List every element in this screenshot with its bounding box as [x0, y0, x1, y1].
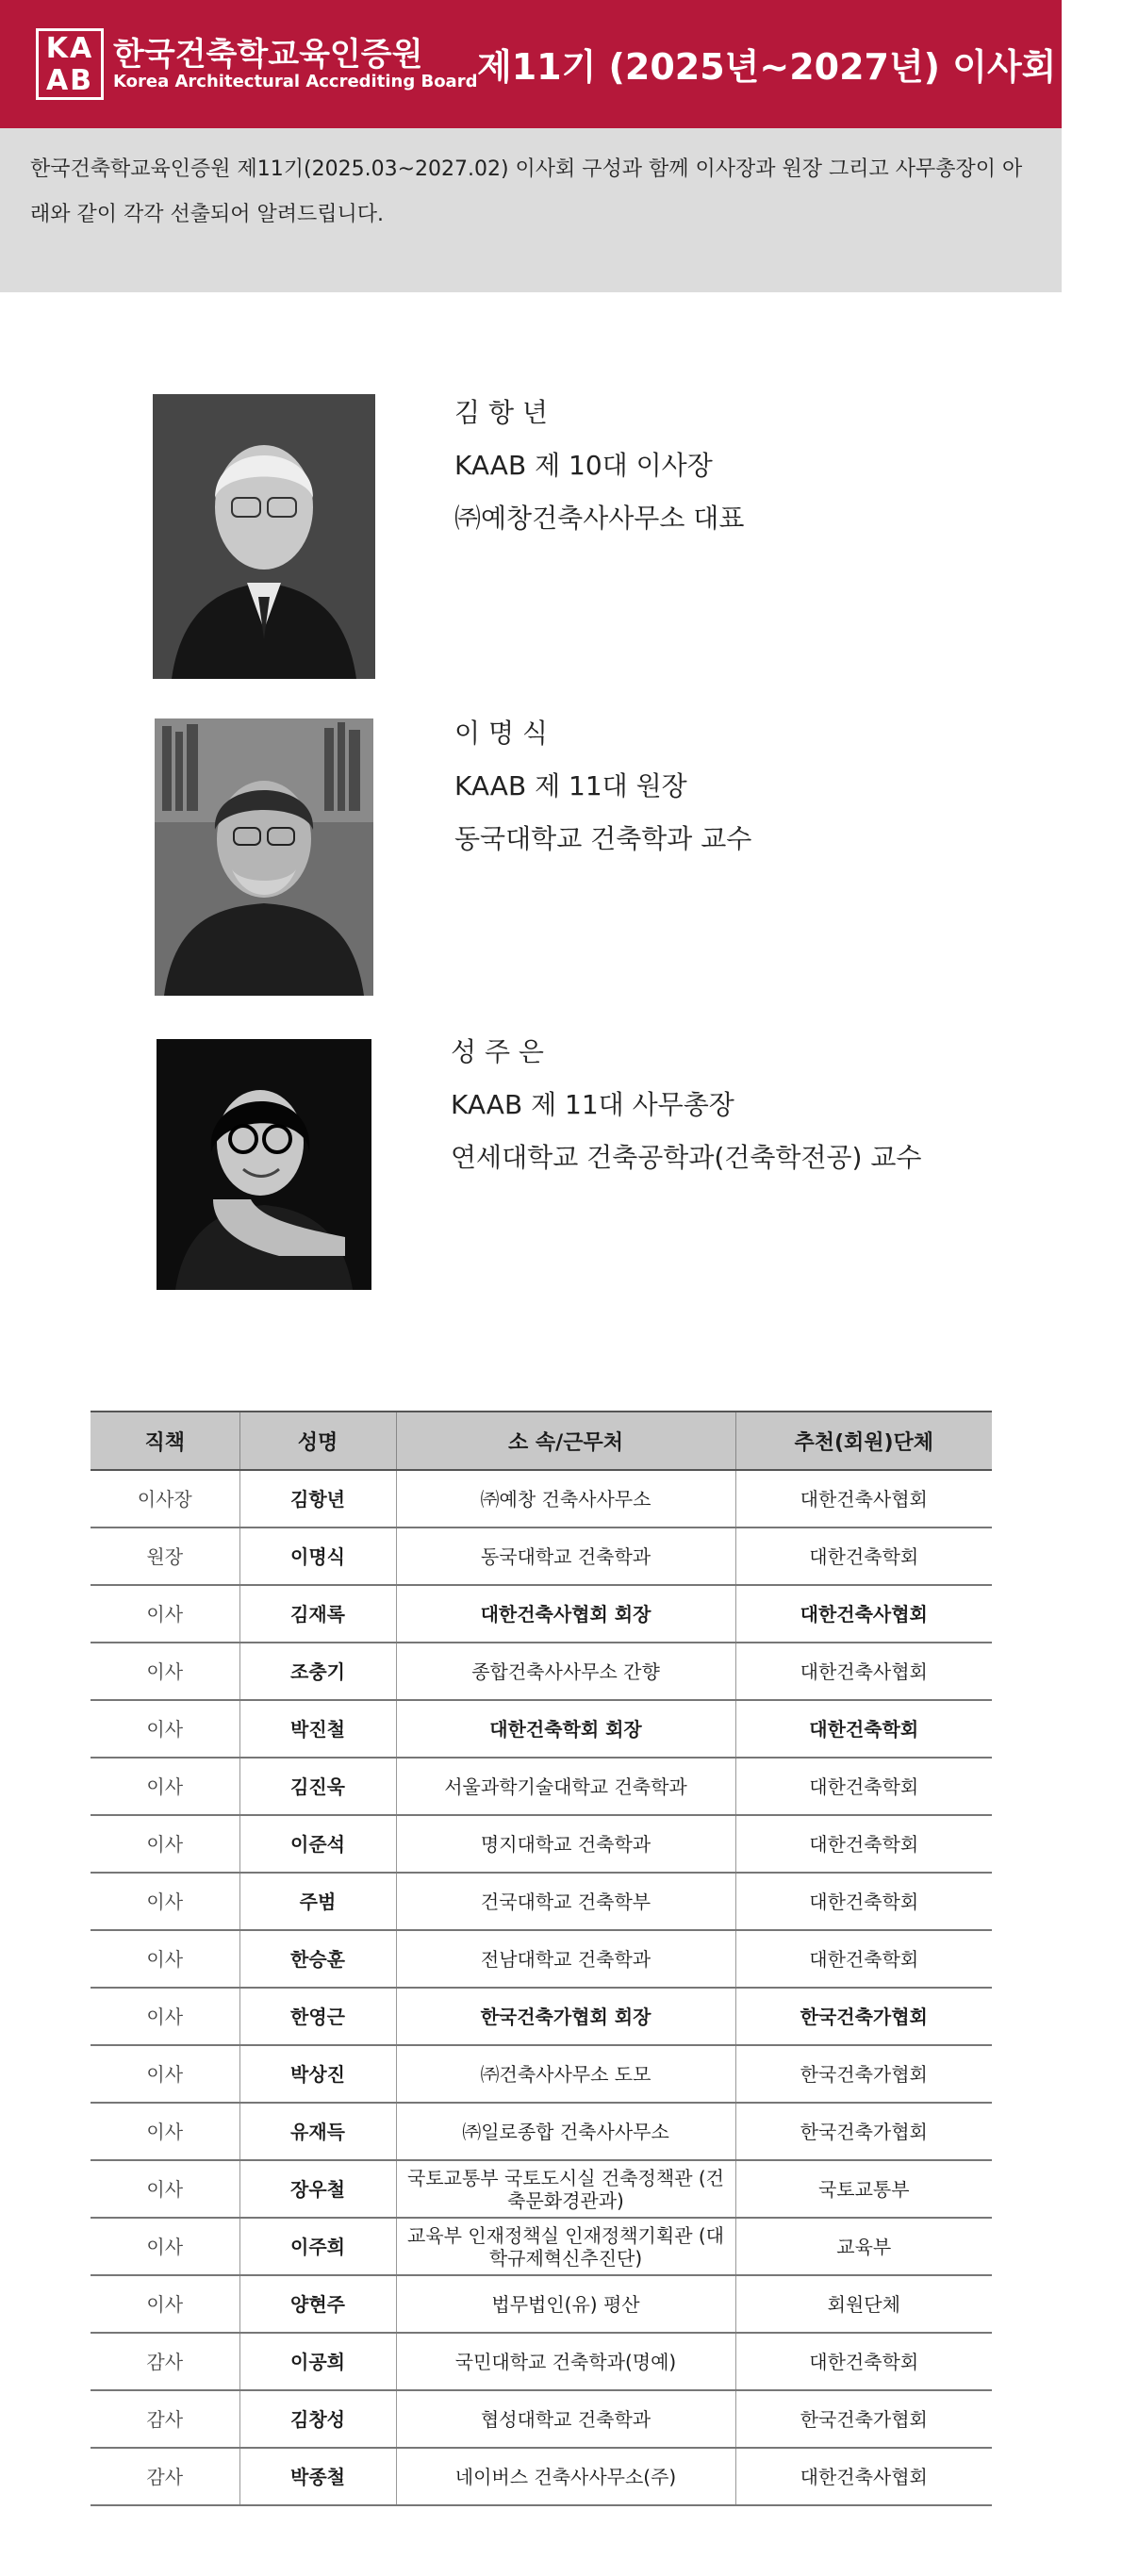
person-card-director	[454, 707, 751, 866]
cell-position: 이사	[91, 2045, 239, 2103]
intro-notice	[0, 128, 1062, 292]
cell-position: 이사장	[91, 1470, 239, 1527]
column-header-recommender: 추천(회원)단체	[735, 1412, 992, 1470]
cell-position: 이사	[91, 1700, 239, 1758]
cell-name: 조충기	[239, 1643, 396, 1700]
cell-organization: 협성대학교 건축학과	[396, 2390, 735, 2448]
column-header-position: 직책	[91, 1412, 239, 1470]
intro-text: 한국건축학교육인증원 제11기(2025.03~2027.02) 이사회 구성과 함께 이사장과 원장 그리고 사무총장이 아래와 같이 각각 선출되어 알려드립니다.	[30, 157, 1023, 226]
cell-recommender: 한국건축가협회	[735, 2390, 992, 2448]
org-name-english: Korea Architectural Accrediting Board	[113, 72, 478, 91]
table-row	[91, 2160, 992, 2218]
table-row	[91, 1527, 992, 1585]
cell-name: 양현주	[239, 2275, 396, 2333]
table-row	[91, 2045, 992, 2103]
header-banner	[0, 0, 1138, 128]
cell-name: 주범	[239, 1873, 396, 1930]
cell-recommender: 국토교통부	[735, 2160, 992, 2218]
cell-organization: 법무법인(유) 평산	[396, 2275, 735, 2333]
table-row	[91, 2218, 992, 2275]
cell-recommender: 대한건축사협회	[735, 1585, 992, 1643]
person-name: 성 주 은	[451, 1036, 544, 1067]
cell-recommender: 대한건축학회	[735, 1527, 992, 1585]
cell-position: 이사	[91, 2160, 239, 2218]
person-card-chairman	[454, 387, 744, 545]
board-members-table	[91, 1411, 992, 2506]
person-role: KAAB 제 11대 원장	[454, 770, 687, 801]
cell-organization: 한국건축가협회 회장	[396, 1988, 735, 2045]
cell-position: 이사	[91, 1930, 239, 1988]
cell-organization: 서울과학기술대학교 건축학과	[396, 1758, 735, 1815]
cell-recommender: 대한건축사협회	[735, 1643, 992, 1700]
cell-organization: 국토교통부 국토도시실 건축정책관 (건축문화경관과)	[396, 2160, 735, 2218]
portrait-photo-director	[155, 718, 373, 996]
logo-line-1: KA	[45, 32, 94, 65]
column-header-name: 성명	[239, 1412, 396, 1470]
cell-position: 감사	[91, 2448, 239, 2505]
table-row	[91, 1815, 992, 1873]
table-body	[91, 1470, 992, 2505]
cell-position: 이사	[91, 1643, 239, 1700]
cell-name: 이준석	[239, 1815, 396, 1873]
table-row	[91, 2448, 992, 2505]
cell-recommender: 회원단체	[735, 2275, 992, 2333]
org-name-korean: 한국건축학교육인증원	[113, 36, 423, 74]
cell-recommender: 한국건축가협회	[735, 2103, 992, 2160]
cell-recommender: 한국건축가협회	[735, 1988, 992, 2045]
cell-recommender: 대한건축사협회	[735, 2448, 992, 2505]
person-role: KAAB 제 11대 사무총장	[451, 1089, 734, 1120]
cell-recommender: 대한건축학회	[735, 1873, 992, 1930]
cell-position: 이사	[91, 1988, 239, 2045]
cell-recommender: 대한건축학회	[735, 1930, 992, 1988]
person-card-secretary-general	[451, 1026, 921, 1184]
cell-organization: 네이버스 건축사사무소(주)	[396, 2448, 735, 2505]
cell-name: 김항년	[239, 1470, 396, 1527]
table-row	[91, 1988, 992, 2045]
person-role: KAAB 제 10대 이사장	[454, 450, 713, 481]
table-row	[91, 1873, 992, 1930]
table-row	[91, 2333, 992, 2390]
person-name: 이 명 식	[454, 718, 548, 749]
column-header-organization: 소 속/근무처	[396, 1412, 735, 1470]
cell-position: 감사	[91, 2390, 239, 2448]
table-row	[91, 1700, 992, 1758]
cell-position: 이사	[91, 1873, 239, 1930]
cell-name: 이공희	[239, 2333, 396, 2390]
cell-position: 이사	[91, 2275, 239, 2333]
table-row	[91, 2390, 992, 2448]
table-row	[91, 2275, 992, 2333]
cell-organization: ㈜일로종합 건축사사무소	[396, 2103, 735, 2160]
portrait-photo-secretary-general	[157, 1039, 371, 1290]
cell-name: 한승훈	[239, 1930, 396, 1988]
cell-position: 이사	[91, 1815, 239, 1873]
cell-recommender: 대한건축사협회	[735, 1470, 992, 1527]
cell-recommender: 교육부	[735, 2218, 992, 2275]
cell-position: 이사	[91, 1758, 239, 1815]
cell-name: 장우철	[239, 2160, 396, 2218]
kaab-logo	[36, 28, 104, 100]
table-row	[91, 2103, 992, 2160]
cell-position: 이사	[91, 1585, 239, 1643]
table-row	[91, 1643, 992, 1700]
cell-name: 김재록	[239, 1585, 396, 1643]
cell-organization: ㈜예창 건축사사무소	[396, 1470, 735, 1527]
cell-name: 이주희	[239, 2218, 396, 2275]
table-row	[91, 1585, 992, 1643]
cell-organization: 전남대학교 건축학과	[396, 1930, 735, 1988]
cell-position: 원장	[91, 1527, 239, 1585]
cell-name: 유재득	[239, 2103, 396, 2160]
logo-line-2: AB	[45, 64, 94, 97]
cell-organization: 명지대학교 건축학과	[396, 1815, 735, 1873]
cell-recommender: 대한건축학회	[735, 2333, 992, 2390]
person-name: 김 항 년	[454, 397, 548, 428]
cell-name: 김진욱	[239, 1758, 396, 1815]
table-row	[91, 1758, 992, 1815]
cell-name: 박종철	[239, 2448, 396, 2505]
cell-name: 한영근	[239, 1988, 396, 2045]
cell-recommender: 한국건축가협회	[735, 2045, 992, 2103]
cell-name: 박진철	[239, 1700, 396, 1758]
person-affiliation: 연세대학교 건축공학과(건축학전공) 교수	[451, 1142, 922, 1173]
cell-organization: 대한건축학회 회장	[396, 1700, 735, 1758]
portrait-photo-chairman	[153, 394, 375, 679]
cell-organization: 건국대학교 건축학부	[396, 1873, 735, 1930]
table-header-row	[91, 1412, 992, 1470]
cell-organization: 동국대학교 건축학과	[396, 1527, 735, 1585]
cell-position: 이사	[91, 2218, 239, 2275]
cell-recommender: 대한건축학회	[735, 1700, 992, 1758]
cell-organization: 교육부 인재정책실 인재정책기획관 (대학규제혁신추진단)	[396, 2218, 735, 2275]
person-affiliation: ㈜예창건축사사무소 대표	[454, 503, 745, 534]
cell-organization: 국민대학교 건축학과(명예)	[396, 2333, 735, 2390]
person-affiliation: 동국대학교 건축학과 교수	[454, 823, 752, 854]
cell-organization: 대한건축사협회 회장	[396, 1585, 735, 1643]
cell-name: 김창성	[239, 2390, 396, 2448]
page-title: 제11기 (2025년~2027년) 이사회 출범	[477, 46, 1138, 88]
cell-name: 박상진	[239, 2045, 396, 2103]
cell-organization: ㈜건축사사무소 도모	[396, 2045, 735, 2103]
cell-recommender: 대한건축학회	[735, 1815, 992, 1873]
cell-position: 감사	[91, 2333, 239, 2390]
table-row	[91, 1470, 992, 1527]
cell-recommender: 대한건축학회	[735, 1758, 992, 1815]
cell-name: 이명식	[239, 1527, 396, 1585]
cell-position: 이사	[91, 2103, 239, 2160]
cell-organization: 종합건축사사무소 간향	[396, 1643, 735, 1700]
table-row	[91, 1930, 992, 1988]
